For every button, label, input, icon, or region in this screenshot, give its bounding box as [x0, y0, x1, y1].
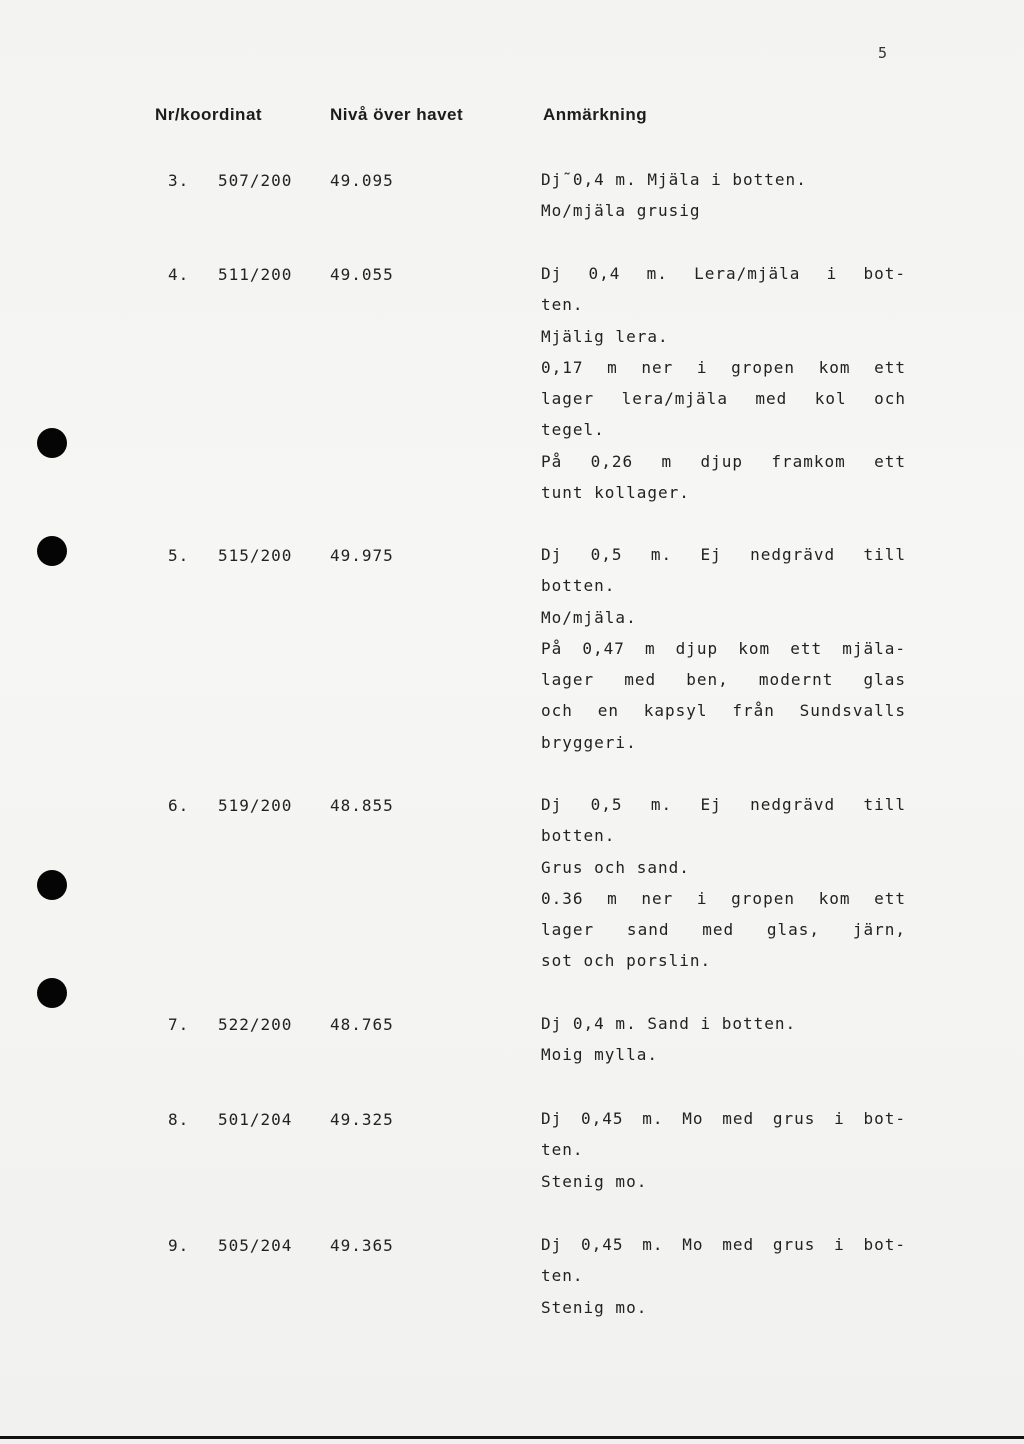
row-remark	[541, 1008, 906, 1071]
remark-line: bryggeri.	[541, 732, 637, 752]
remark-line: Dj 0,45 m. Mo med grus i bot-	[541, 1109, 906, 1128]
remark-line: Dj 0,45 m. Mo med grus i bot-	[541, 1235, 906, 1254]
row-coordinate: 522/200	[218, 1015, 293, 1034]
remark-line: tegel.	[541, 420, 605, 440]
remark-line: Stenig mo.	[541, 1297, 648, 1317]
row-number: 5.	[168, 546, 190, 565]
remark-line: Dj 0,5 m. Ej nedgrävd till	[541, 795, 906, 814]
row-level: 49.095	[330, 171, 394, 190]
row-level: 49.365	[330, 1236, 394, 1255]
remark-line: botten.	[541, 826, 616, 846]
row-remark	[541, 539, 906, 758]
row-level: 49.055	[330, 265, 394, 284]
remark-line: Mo/mjäla grusig	[541, 201, 701, 221]
punch-hole-3	[37, 870, 67, 900]
remark-line: lager sand med glas, järn,	[541, 920, 906, 940]
remark-line: 0.36 m ner i gropen kom ett	[541, 888, 906, 908]
remark-line: sot och porslin.	[541, 951, 712, 971]
remark-line: lager lera/mjäla med kol och	[541, 389, 906, 409]
remark-line: ten.	[541, 1140, 584, 1160]
remark-line: lager med ben, modernt glas	[541, 670, 906, 690]
row-remark	[541, 1103, 906, 1197]
remark-line: Mo/mjäla.	[541, 607, 637, 627]
punch-hole-4	[37, 978, 67, 1008]
row-level: 49.325	[330, 1110, 394, 1129]
remark-line: Dj˜0,4 m. Mjäla i botten.	[541, 170, 807, 189]
remark-line: Dj 0,4 m. Sand i botten.	[541, 1014, 797, 1033]
row-number: 6.	[168, 796, 190, 815]
row-remark	[541, 789, 906, 977]
row-number: 7.	[168, 1015, 190, 1034]
remark-line: Mjälig lera.	[541, 326, 669, 346]
row-remark	[541, 258, 906, 508]
remark-line: Stenig mo.	[541, 1171, 648, 1191]
remark-line: På 0,47 m djup kom ett mjäla-	[541, 638, 906, 658]
row-number: 9.	[168, 1236, 190, 1255]
punch-hole-2	[37, 536, 67, 566]
remark-line: Moig mylla.	[541, 1045, 658, 1065]
row-coordinate: 505/204	[218, 1236, 293, 1255]
remark-line: Dj 0,5 m. Ej nedgrävd till	[541, 545, 906, 564]
remark-line: På 0,26 m djup framkom ett	[541, 451, 906, 471]
row-level: 49.975	[330, 546, 394, 565]
remark-line: 0,17 m ner i gropen kom ett	[541, 357, 906, 377]
row-number: 3.	[168, 171, 190, 190]
remark-line: Grus och sand.	[541, 857, 690, 877]
remark-line: och en kapsyl från Sundsvalls	[541, 701, 906, 721]
remark-line: Dj 0,4 m. Lera/mjäla i bot-	[541, 264, 906, 283]
row-coordinate: 511/200	[218, 265, 293, 284]
row-remark	[541, 1229, 906, 1323]
row-number: 4.	[168, 265, 190, 284]
row-coordinate: 501/204	[218, 1110, 293, 1129]
remark-line: ten.	[541, 1266, 584, 1286]
header-anmarkning: Anmärkning	[543, 105, 648, 124]
page-number: 5	[878, 44, 888, 62]
header-niva-over-havet: Nivå över havet	[330, 105, 464, 124]
row-coordinate: 507/200	[218, 171, 293, 190]
row-coordinate: 515/200	[218, 546, 293, 565]
remark-line: ten.	[541, 295, 584, 315]
row-number: 8.	[168, 1110, 190, 1129]
row-level: 48.855	[330, 796, 394, 815]
header-nr-koordinat: Nr/koordinat	[155, 105, 263, 124]
bottom-rule	[0, 1436, 1024, 1439]
remark-line: tunt kollager.	[541, 483, 690, 503]
row-remark	[541, 164, 906, 227]
row-coordinate: 519/200	[218, 796, 293, 815]
remark-line: botten.	[541, 576, 616, 596]
row-level: 48.765	[330, 1015, 394, 1034]
punch-hole-1	[37, 428, 67, 458]
